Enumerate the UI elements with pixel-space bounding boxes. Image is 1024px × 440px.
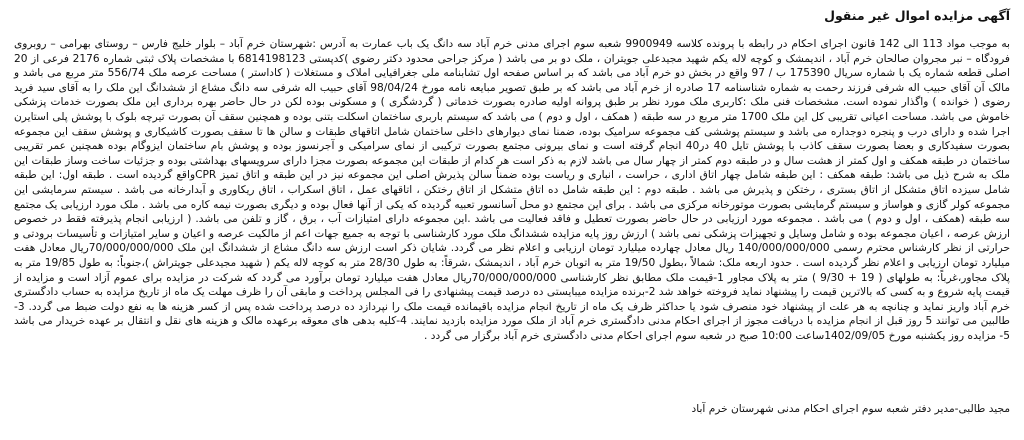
auction-notice (14, 8, 1010, 343)
notice-signature: مجید طالبی-مدیر دفتر شعبه سوم اجرای احکام مدنی شهرستان خرم آباد (691, 403, 1010, 415)
notice-title: آگهی مزایده اموال غیر منقول (824, 8, 1010, 23)
notice-body: به موجب مواد 113 الی 142 قانون اجرای احکام در رابطه با پرونده کلاسه 9900949 شعبه سوم اجرای مدنی خرم آباد سه دانگ یک باب عمارت به آدرس :شهرستان خرم آباد – بلوار خلیج فارس – روستای بهرامی – روبروی فرودگاه – نبر مجروان صالحان خرم آباد ، اندیمشک و کوچه لاله یکم شهید مجیدعلی جویتران ، ملک دو بر می باشد ( مرکز جراحی محدود دکتر رضوی )کدپستی 6814198123 با مشخصات پلاک ثبتی شماره 2176 فرعی از 20 اصلی قطعه شماره یک با شماره سریال 175390 ب / 97 واقع در بخش دو خرم آباد می باشد که بر اساس صفحه اول تشابنامه ملی جغرافیایی املاک و مستغلات ( کاداستر ) مساحت عرصه ملک 556/74 متر مربع می باشد و مالک آن آقای حبیب اله شرفی فرزند رحمت به شماره شناسنامه 17 صادره از خرم آباد می باشد که بر طبق تصویر مبایعه نامه مورخ 98/04/24 آقای حبیب اله شرفی سه دانگ مشاع از ششدانگ این ملک را به آقای سید فرید رضوی ( خوانده ) واگذار نموده است. مشخصات فنی ملک :کاربری ملک مورد نظر بر طبق پروانه اولیه صادره بصورت خدماتی ( گردشگری ) و مسکونی بوده لکن در حال حاضر بهره برداری این ملک بصورت خدمات پزشکی خاموش می باشد. مساحت اعیانی تقریبی کل این ملک 1700 متر مربع در سه طبقه ( همکف ، اول و دوم ) می باشد که سیستم باربری ساختمان اسکلت بتنی بوده و همچنین سقف آن بصورت تیرچه بلوک با پوشش پلی استایرن اجرا شده و دارای درب و پنجره دوجداره می باشد و سیستم پوششی کف مجموعه سرامیک بوده، ضمنا نمای دیوارهای داخلی ساختمان شامل اتاقهای طبقات و سالن ها تا سقف بصورت کاشیکاری و پوشش سقف این مجموعه بصورت سفیدکاری و بعضا بصورت سقف کاذب با پوشش تایل 40 در40 انجام گرفته است و نمای بیرونی مجتمع بصورت ترکیبی از نمای سرامیکی و آجرنسوز بوده و پوشش بام ساختمان ایزوگام بوده همچنین عمر تقریبی ساختمان در طبقه همکف و اول کمتر از هشت سال و در طبقه دوم کمتر از چهار سال می باشد لازم به ذکر است هر کدام از طبقات این مجموعه بصورت مجزا دارای سرویسهای بهداشتی بوده و جزئیات ساخت وساز طبقات این ملک به شرح ذیل می باشد: طبقه همکف : این طبقه شامل چهار اتاق اداری ، حراست ، انباری و ریاست بوده ضمناً سالن پذیرش اصلی این مجموعه نیز در این طبقه و اتاق تمیز CPRواقع گردیده است . طبقه اول: این طبقه شامل سیزده اتاق متشکل از اتاق بستری ، رختکن و پذیرش می باشد . طبقه دوم : این طبقه شامل ده اتاق متشکل از اتاق رختکن ، اتاقهای عمل ، اتاق اسکراب ، اتاق ریکاوری و آبدارخانه می باشد . سیستم سرمایشی این مجموعه کولر گازی و هواساز و سیستم گرمایشی بصورت موتورخانه مرکزی می باشد . برای این مجتمع دو محل آسانسور تعبیه گردیده که یکی از آنها فعال بوده و دیگری بصورت نیمه کاره می باشد . ملک مورد ارزیابی یک مجتمع سه طبقه (همکف ، اول و دوم ) می باشد . مجموعه مورد ارزیابی در حال حاضر بصورت تعطیل و فاقد فعالیت می باشد .این مجموعه دارای امتیازات آب ، برق ، گاز و تلفن می باشد. ( ارزیابی انجام پذیرفته فقط در خصوص ارزش عرصه ، اعیان مجموعه بوده و شامل وسایل و تجهیزات پزشکی نمی باشد ) ارزش روز پایه مزایده ششدانگ ملک مورد کارشناسی با توجه به جمیع جهات اعم از مالکیت عرصه و اعیان و سایر امتیازات و تأسیسات برودتی و حرارتی از نظر کارشناس محترم رسمی 140/000/000/000 ریال معادل چهارده میلیارد تومان ارزیابی و اعلام نظر می گردد. شایان ذکر است ارزش سه دانگ مشاع از ششدانگ این ملک 70/000/000/000ریال معادل هفت میلیارد تومان ارزیابی و اعلام نظر گردیده است . حدود اربعه ملک: شمالاً ،بطول 19/50 متر به اتوبان خرم آباد ، اندیمشک ،شرقاً: به طول 28/30 متر به کوچه لاله یکم ( شهید مجیدعلی جویتراش )،جنوباً: به طول 19/85 متر به پلاک مجاور،غرباً: به طولهای ( 19 + 9/30 ) متر به پلاک مجاور 1-قیمت ملک مطابق نظر کارشناسی 70/000/000/000ریال معادل هفت میلیارد تومان برآورد می گردد که شرکت در مزایده برای عموم آزاد است و مزایده از قیمت پایه شروع و به کسی که بالاترین قیمت را پیشنهاد نماید فروخته خواهد شد 2-برنده مزایده میبایستی ده درصد قیمت پیشنهادی را فی المجلس پرداخت و مابقی آن را ظرف مهلت یک ماه از تاریخ مزایده به حساب دادگستری خرم آباد واریز نماید و چنانچه به هر علت از پیشنهاد خود منصرف شود یا حداکثر ظرف یک ماه از تاریخ انجام مزایده باقیمانده قیمت ملک را نپردازد ده درصد پرداخت شده پس از کسر هزینه ها به نفع دولت ضبط می گردد. 3- طالبین می توانند 5 روز قبل از انجام مزایده با دریافت مجوز از اجرای احکام مدنی دادگستری خرم آباد از ملک مورد مزایده بازدید نمایند. 4-کلیه بدهی های معوقه برعهده مالک و هزینه های نقل و انتقال بر عهده خریدار می باشد 5- مزایده روز یکشنبه مورخ 1402/09/05ساعت 10:00 صبح در شعبه سوم اجرای احکام مدنی دادگستری خرم آباد برگزار می گردد . (14, 38, 1011, 342)
